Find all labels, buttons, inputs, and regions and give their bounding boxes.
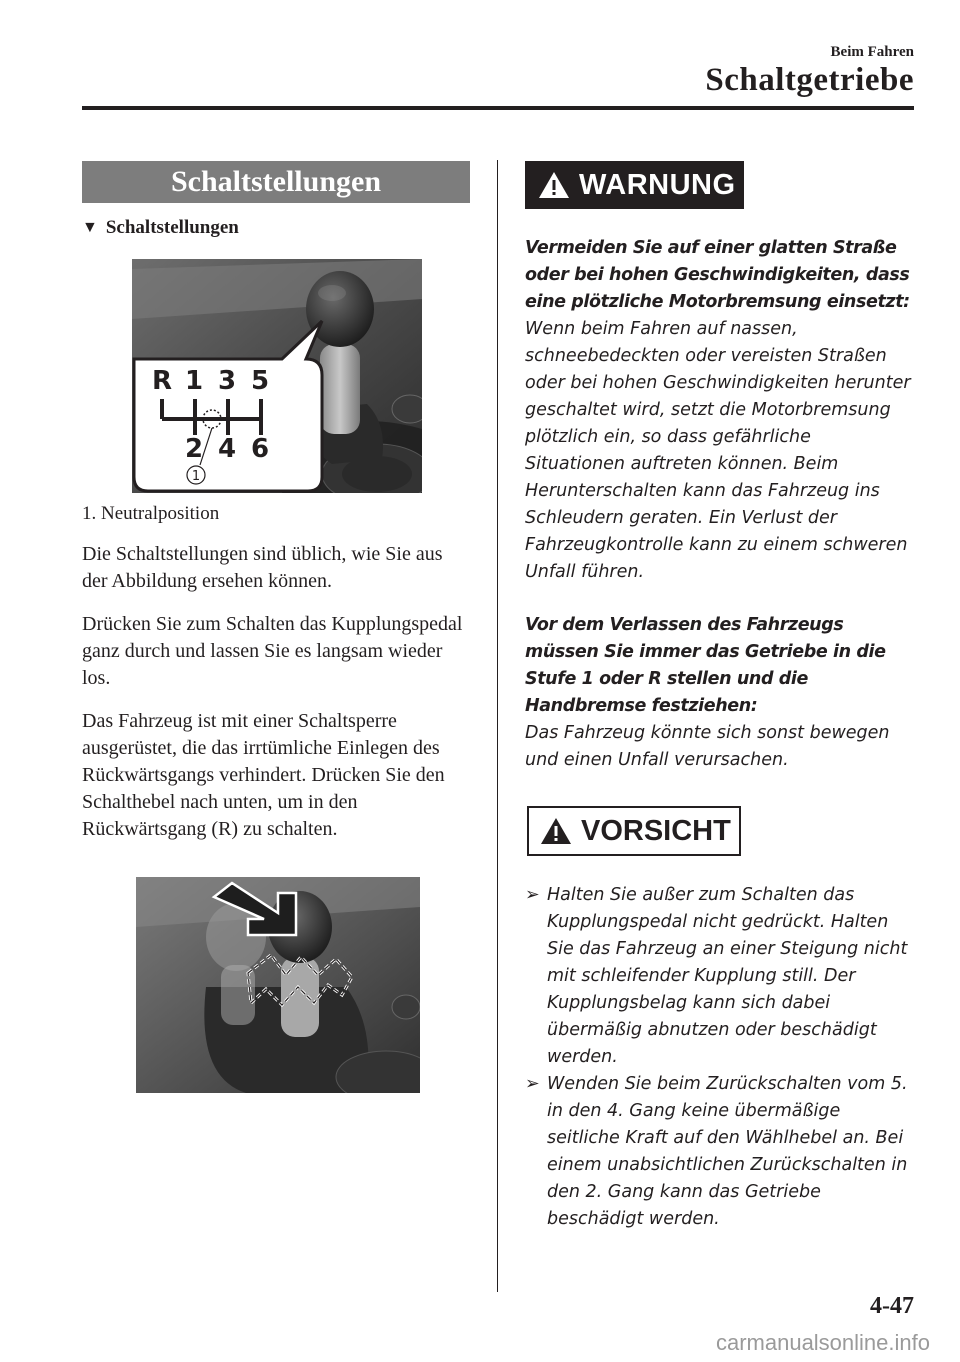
gear-label-6: 6 — [251, 434, 270, 464]
warning-label-text: WARNUNG — [579, 168, 736, 201]
paragraph-1: Die Schaltstellungen sind üblich, wie Sie aus der Abbildung ersehen können. — [82, 543, 443, 592]
paragraph-3: Das Fahrzeug ist mit einer Schaltsperre ausgerüstet, die das irrtümliche Einlegen des Rückwärtsgangs verhindert. Drücken Sie den Schalthebel nach unten, um in den Rückwärtsgang (R) zu schalten. — [82, 710, 445, 840]
caution-item — [525, 1071, 915, 1233]
gear-label-r: R — [152, 366, 173, 396]
warning-triangle-icon — [537, 170, 571, 200]
header-chapter-title: Schaltgetriebe — [705, 62, 914, 98]
warning-2-text: Das Fahrzeug könnte sich sonst bewegen und einen Unfall verursachen. — [525, 723, 890, 770]
left-column — [82, 161, 470, 1093]
warning-block-1 — [525, 235, 915, 586]
right-column — [525, 161, 915, 1233]
reverse-lock-figure — [136, 877, 420, 1093]
page-number: 4-47 — [870, 1293, 914, 1319]
warning-2-heading: Vor dem Verlassen des Fahrzeugs müssen Sie immer das Getriebe in die Stufe 1 oder R stellen und die Handbremse festziehen: — [525, 615, 886, 716]
gear-label-2: 2 — [185, 434, 204, 464]
warning-block-2 — [525, 612, 915, 774]
warning-label — [525, 161, 744, 209]
section-title-bar: Schaltstellungen — [82, 161, 470, 203]
header-rule — [82, 106, 914, 110]
caution-label — [527, 806, 741, 856]
caution-item — [525, 882, 915, 1071]
subheading-text: Schaltstellungen — [105, 217, 239, 238]
reverse-lock-illustration — [136, 877, 420, 1093]
triangle-down-icon: ▼ — [82, 219, 98, 236]
gear-shift-figure — [132, 259, 422, 493]
arrow-bullet-icon: ➢ — [525, 885, 540, 905]
caution-triangle-icon — [539, 816, 573, 846]
gear-label-5: 5 — [251, 366, 270, 396]
gear-label-4: 4 — [218, 434, 237, 464]
caution-item-text: Wenden Sie beim Zurückschalten vom 5. in den 4. Gang keine übermäßige seitliche Kraft auf den Wählhebel an. Bei einem unabsichtlichen Zurückschalten in den 2. Gang kann das Getriebe beschädigt werden. — [547, 1074, 908, 1229]
arrow-bullet-icon: ➢ — [525, 1074, 540, 1094]
gear-shift-illustration — [132, 259, 422, 493]
caution-list — [525, 882, 915, 1233]
gear-label-3: 3 — [218, 366, 237, 396]
gear-label-1: 1 — [185, 366, 204, 396]
callout-number: 1 — [191, 469, 201, 484]
subheading — [82, 217, 470, 239]
caution-item-text: Halten Sie außer zum Schalten das Kupplungspedal nicht gedrückt. Halten Sie das Fahrzeug an einer Steigung nicht mit schleifender Kupplung still. Der Kupplungsbelag kann sich dabei übermäßig abnutzen oder beschädigt werden. — [547, 885, 908, 1067]
column-divider — [497, 160, 498, 1292]
caution-label-text: VORSICHT — [581, 814, 731, 847]
warning-1-text: Wenn beim Fahren auf nassen, schneebedeckten oder vereisten Straßen oder bei hohen Geschwindigkeiten herunter geschaltet wird, setzt die Motorbremsung plötzlich ein, so dass gefährliche Situationen auftreten können. Beim Herunterschalten kann das Fahrzeug ins Schleudern geraten. Ein Verlust der Fahrzeugkontrolle kann zu einem schweren Unfall führen. — [525, 319, 911, 582]
paragraph-2: Drücken Sie zum Schalten das Kupplungspedal ganz durch und lassen Sie es langsam wieder los. — [82, 613, 463, 689]
warning-1-heading: Vermeiden Sie auf einer glatten Straße oder bei hohen Geschwindigkeiten, dass eine plötzliche Motorbremsung einsetzt: — [525, 238, 910, 312]
figure-caption: 1. Neutralposition — [82, 503, 220, 524]
watermark: carmanualsonline.info — [715, 1330, 930, 1355]
header-section: Beim Fahren — [830, 44, 914, 60]
